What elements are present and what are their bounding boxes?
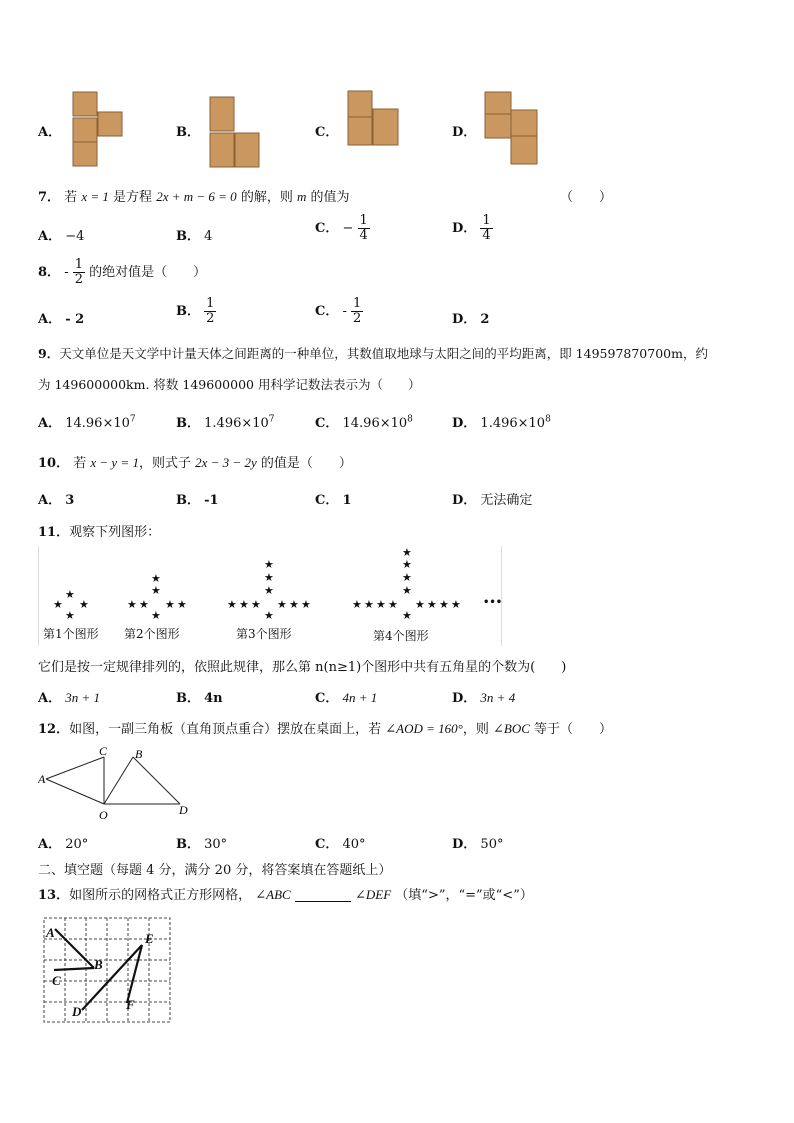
q7-condition: x = 1 <box>81 189 109 204</box>
star-icon: ★ <box>451 598 461 611</box>
q7-option-c-label: C． <box>315 221 339 236</box>
star-icon: ★ <box>151 584 161 597</box>
line-ab <box>55 929 94 968</box>
q8-option-b-denominator: 2 <box>206 311 215 326</box>
q12-triangle-figure <box>38 744 198 826</box>
star-icon: ★ <box>415 598 425 611</box>
star-icon: ★ <box>239 598 249 611</box>
q8-option-c-denominator: 2 <box>353 311 362 326</box>
q12-option-d-value: 50° <box>480 837 504 852</box>
q11-option-a-label: A． <box>38 691 62 706</box>
q9-option-c-label: C． <box>315 416 339 431</box>
q7-text-end: 的值为 <box>310 190 350 205</box>
q11-caption-2: 第2个图形 <box>124 627 180 641</box>
q9-option-b-base: 1.496×10 <box>204 416 269 431</box>
q13-angle-def: ∠DEF <box>354 887 392 902</box>
q9-option-a-label: A． <box>38 416 62 431</box>
star-icon: ★ <box>139 598 149 611</box>
q7-text-before: 若 <box>64 190 78 205</box>
q11-caption-4: 第4个图形 <box>373 629 429 643</box>
q10-expression: 2x − 3 − 2y <box>195 455 257 470</box>
q12-label-a: A <box>38 772 46 786</box>
star-icon: ★ <box>177 598 187 611</box>
question-10 <box>38 452 352 471</box>
q7-option-b-label: B． <box>176 229 200 244</box>
q7-option-b <box>176 225 212 244</box>
q13-label-b: B <box>94 957 103 972</box>
star-icon: ★ <box>53 598 63 611</box>
q8-option-c <box>315 297 363 326</box>
q10-text-before: 若 <box>73 456 87 471</box>
q13-label-c: C <box>52 973 61 988</box>
q9-option-a-base: 14.96×10 <box>65 416 130 431</box>
q7-option-a <box>38 225 84 244</box>
q9-option-b-label: B． <box>176 416 200 431</box>
line-ac <box>46 757 104 779</box>
q9-option-c <box>315 412 413 431</box>
q7-option-c-denominator: 4 <box>359 228 368 243</box>
star-icon: ★ <box>251 598 261 611</box>
q13-label-f: F <box>126 997 135 1012</box>
q11-option-d-label: D． <box>452 691 477 706</box>
q12-text-after: 等于（ ） <box>534 722 613 737</box>
q9-option-d-label: D． <box>452 416 477 431</box>
q10-option-d-value: 无法确定 <box>480 493 533 508</box>
q7-option-a-label: A． <box>38 229 62 244</box>
q9-option-b <box>176 412 275 431</box>
q9-option-b-exponent: 7 <box>268 414 275 425</box>
q11-option-a <box>38 687 100 706</box>
q11-ellipsis: ••• <box>483 597 503 608</box>
q10-text-after: 的值是（ ） <box>260 456 352 471</box>
q6-option-b-image <box>208 95 262 170</box>
star-icon: ★ <box>364 598 374 611</box>
q6-option-c-label: C． <box>315 125 339 140</box>
q9-option-d-base: 1.496×10 <box>480 416 546 431</box>
q12-angle-aod: ∠AOD = 160° <box>385 721 463 736</box>
q12-number: 12． <box>38 722 70 737</box>
q7-answer-bracket: （ ） <box>560 190 613 205</box>
q12-option-b-label: B． <box>176 837 200 852</box>
line-ob <box>104 757 133 804</box>
q8-number: 8． <box>38 265 61 280</box>
question-13 <box>38 884 533 903</box>
q12-label-d: D <box>179 803 188 817</box>
star-icon: ★ <box>402 546 412 559</box>
q6-option-d-label: D． <box>452 125 477 140</box>
q12-option-a-value: 20° <box>65 837 89 852</box>
q8-option-a <box>38 308 84 327</box>
q13-label-a: A <box>46 925 55 940</box>
q9-option-a-exponent: 7 <box>129 414 136 425</box>
q11-option-b-label: B． <box>176 691 200 706</box>
q8-fraction <box>73 258 85 287</box>
line-bd <box>133 757 180 804</box>
q13-number: 13． <box>38 888 70 903</box>
q8-option-d <box>452 308 489 327</box>
q6-option-a-image <box>70 90 126 168</box>
star-icon: ★ <box>79 598 89 611</box>
q8-option-a-value: - 2 <box>65 312 85 327</box>
q12-option-b <box>176 833 227 852</box>
q8-numerator: 1 <box>74 257 84 272</box>
q8-denominator: 2 <box>74 272 84 287</box>
star-icon: ★ <box>151 572 161 585</box>
star-icon: ★ <box>65 588 75 601</box>
q7-equation: 2x + m − 6 = 0 <box>156 189 237 204</box>
q12-option-c-label: C． <box>315 837 339 852</box>
question-7 <box>38 186 350 205</box>
q8-option-c-sign: - <box>342 304 347 319</box>
q12-option-b-value: 30° <box>204 837 228 852</box>
q12-option-d <box>452 833 503 852</box>
q13-text-after: （填“>”，“=”或“<”） <box>395 888 533 903</box>
q11-option-c <box>315 687 377 706</box>
q11-caption-1: 第1个图形 <box>43 627 99 641</box>
star-icon: ★ <box>65 609 75 622</box>
q12-option-c-value: 40° <box>342 837 366 852</box>
q11-question-text: 它们是按一定规律排列的，依照此规律，那么第 n(n≥1)个图形中共有五角星的个数为( ) <box>38 660 567 675</box>
q7-option-c-numerator: 1 <box>359 213 368 228</box>
q12-option-d-label: D． <box>452 837 477 852</box>
q11-option-d <box>452 687 515 706</box>
star-icon: ★ <box>264 558 274 571</box>
q9-option-d <box>452 412 551 431</box>
question-12 <box>38 718 612 737</box>
q11-option-c-label: C． <box>315 691 339 706</box>
q6-option-b-label: B． <box>176 125 200 140</box>
q11-number: 11． <box>38 525 70 540</box>
q10-option-b <box>176 489 219 508</box>
q10-option-b-label: B． <box>176 493 200 508</box>
q12-label-b: B <box>135 747 143 761</box>
q12-angle-boc: ∠BOC <box>493 721 530 736</box>
q11-option-c-value: 4n + 1 <box>342 690 378 705</box>
q12-option-c <box>315 833 366 852</box>
star-icon: ★ <box>402 558 412 571</box>
q10-option-a <box>38 489 74 508</box>
q10-option-a-label: A． <box>38 493 62 508</box>
star-icon: ★ <box>151 609 161 622</box>
q8-option-d-value: 2 <box>480 312 490 327</box>
star-icon: ★ <box>402 571 412 584</box>
q8-option-c-label: C． <box>315 304 339 319</box>
q12-label-o: O <box>99 808 108 822</box>
question-11 <box>38 521 160 540</box>
q8-option-b <box>176 297 216 326</box>
q7-number: 7． <box>38 190 61 205</box>
q9-option-d-exponent: 8 <box>545 414 551 425</box>
q10-option-c <box>315 489 352 508</box>
q10-option-d <box>452 489 532 508</box>
star-icon: ★ <box>264 609 274 622</box>
q13-answer-blank[interactable] <box>295 889 351 902</box>
star-icon: ★ <box>402 584 412 597</box>
q10-text-mid: ，则式子 <box>138 456 191 471</box>
star-icon: ★ <box>264 571 274 584</box>
q12-text-before: 如图，一副三角板（直角顶点重合）摆放在桌面上，若 <box>69 722 382 737</box>
q10-option-c-value: 1 <box>342 493 352 508</box>
star-icon: ★ <box>289 598 299 611</box>
q8-option-c-numerator: 1 <box>353 296 362 311</box>
q9-option-c-base: 14.96×10 <box>342 416 408 431</box>
q13-angle-abc: ∠ABC <box>255 887 291 902</box>
q7-option-d <box>452 214 493 243</box>
q8-option-a-label: A． <box>38 312 62 327</box>
q12-option-a <box>38 833 88 852</box>
star-icon: ★ <box>402 609 412 622</box>
q6-option-a-label: A． <box>38 125 62 140</box>
star-icon: ★ <box>427 598 437 611</box>
q8-option-c-fraction <box>351 297 363 326</box>
q11-option-b-value: 4n <box>204 691 223 706</box>
q13-text-before: 如图所示的网格式正方形网格， <box>69 888 252 903</box>
q11-option-b <box>176 687 223 706</box>
star-icon: ★ <box>376 598 386 611</box>
star-icon: ★ <box>227 598 237 611</box>
q10-option-c-label: C． <box>315 493 339 508</box>
q7-option-c <box>315 214 370 243</box>
q13-label-d: D <box>72 1004 82 1019</box>
star-icon: ★ <box>165 598 175 611</box>
q7-option-d-label: D． <box>452 221 477 236</box>
q7-option-c-sign: − <box>342 221 354 236</box>
question-9 <box>38 344 708 362</box>
q10-option-b-value: -1 <box>204 493 219 508</box>
q8-option-d-label: D． <box>452 312 477 327</box>
q7-option-a-value: −4 <box>65 229 85 244</box>
q10-option-a-value: 3 <box>65 493 75 508</box>
q9-line-2: 为 149600000km. 将数 149600000 用科学记数法表示为（ ） <box>38 377 421 392</box>
q13-label-e: E <box>145 931 154 946</box>
q8-text: 的绝对值是（ ） <box>89 265 207 280</box>
q12-option-a-label: A． <box>38 837 62 852</box>
q9-number: 9． <box>38 346 60 361</box>
q10-number: 10． <box>38 456 70 471</box>
q8-option-b-numerator: 1 <box>206 296 215 311</box>
q13-grid-figure <box>40 915 174 1027</box>
question-8 <box>38 258 206 287</box>
q10-condition: x − y = 1 <box>90 455 139 470</box>
q7-variable: m <box>296 189 307 204</box>
line-cb <box>54 968 94 970</box>
q11-option-d-value: 3n + 4 <box>480 690 516 705</box>
line-ao <box>46 779 104 804</box>
q6-option-c-image <box>346 89 400 149</box>
q7-option-d-fraction <box>480 214 492 243</box>
q7-option-c-fraction <box>358 214 370 243</box>
star-icon: ★ <box>439 598 449 611</box>
star-icon: ★ <box>264 584 274 597</box>
q12-label-c: C <box>99 744 108 758</box>
q8-option-b-fraction <box>204 297 216 326</box>
star-icon: ★ <box>277 598 287 611</box>
section-2-title: 二、填空题（每题 4 分，满分 20 分，将答案填在答题纸上） <box>38 863 392 878</box>
q7-text-mid: 是方程 <box>113 190 153 205</box>
q7-option-b-value: 4 <box>204 229 213 244</box>
q7-text-after: 的解，则 <box>240 190 293 205</box>
q11-star-figures <box>38 546 502 646</box>
q12-text-mid: ，则 <box>462 722 489 737</box>
q7-option-d-numerator: 1 <box>482 213 491 228</box>
q9-option-a <box>38 412 136 431</box>
star-icon: ★ <box>388 598 398 611</box>
q6-option-d-image <box>483 90 541 168</box>
q10-option-d-label: D． <box>452 493 477 508</box>
star-icon: ★ <box>301 598 311 611</box>
q8-option-b-label: B． <box>176 304 200 319</box>
q11-option-a-value: 3n + 1 <box>65 690 101 705</box>
q7-option-d-denominator: 4 <box>482 228 491 243</box>
star-icon: ★ <box>127 598 137 611</box>
star-icon: ★ <box>352 598 362 611</box>
q9-line-1: 天文单位是天文学中计量天体之间距离的一种单位，其数值取地球与太阳之间的平均距离，即 149597870700m，约 <box>59 346 708 361</box>
q9-option-c-exponent: 8 <box>407 414 413 425</box>
q11-title: 观察下列图形： <box>69 525 161 540</box>
q11-caption-3: 第3个图形 <box>236 627 292 641</box>
q8-sign: - <box>64 265 69 280</box>
